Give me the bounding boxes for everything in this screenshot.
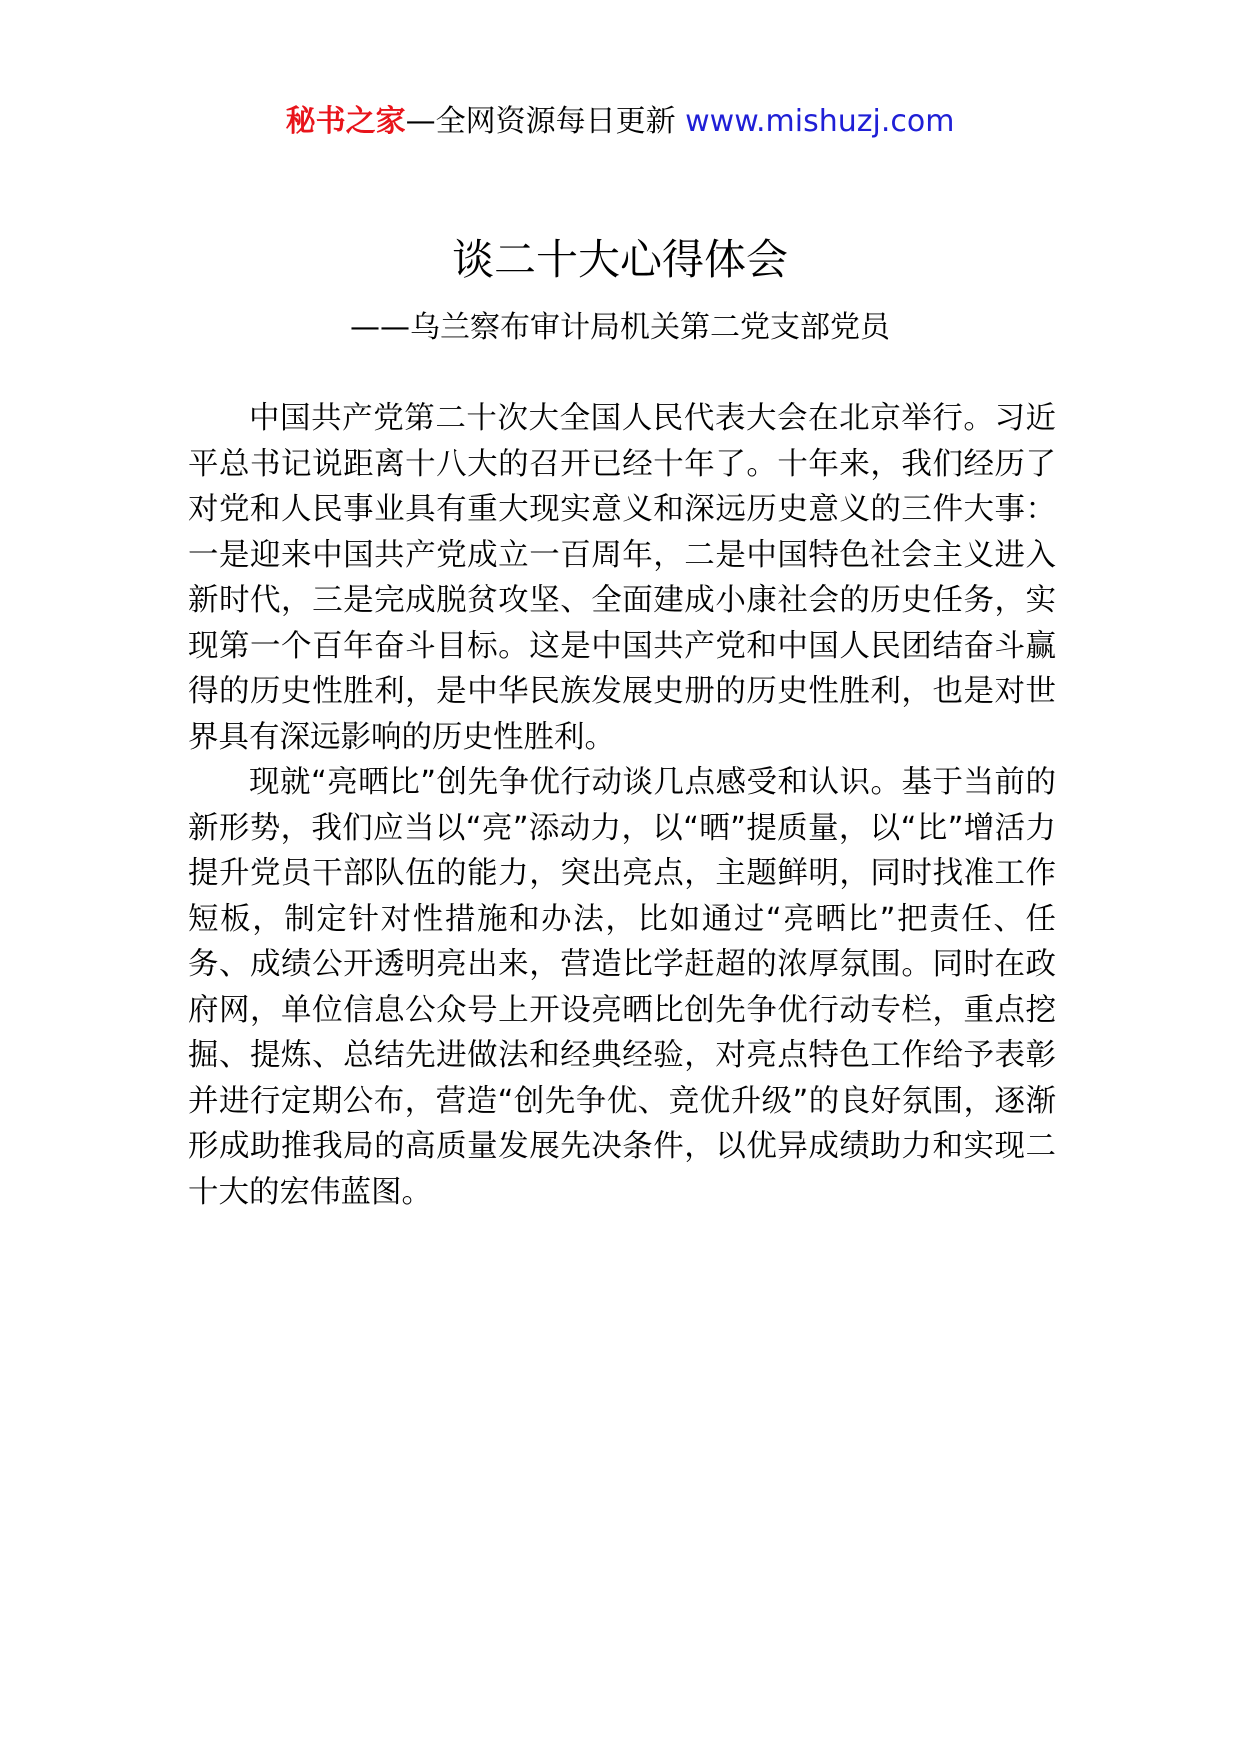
site-brand-name: 秘书之家 (285, 104, 406, 139)
document-title: 谈二十大心得体会 (451, 235, 788, 284)
body-paragraph: 现就“亮晒比”创先争优行动谈几点感受和认识。基于当前的新形势，我们应当以“亮”添动力，以“晒”提质量，以“比”增活力提升党员干部队伍的能力，突出亮点，主题鲜明，同时找准工作短板，制定针对性措施和办法，比如通过“亮晒比”把责任、任务、成绩公开透明亮出来，营造比学赶超的浓厚氛围。同时在政府网，单位信息公众号上开设亮晒比创先争优行动专栏，重点挖掘、提炼、总结先进做法和经典经验，对亮点特色工作给予表彰并进行定期公布，营造“创先争优、竞优升级”的良好氛围，逐渐形成助推我局的高质量发展先决条件，以优异成绩助力和实现二十大的宏伟蓝图。 (188, 765, 1056, 1210)
site-banner (0, 102, 1240, 142)
site-tagline: —全网资源每日更新 (405, 104, 686, 139)
body-paragraph: 中国共产党第二十次大全国人民代表大会在北京举行。习近平总书记说距离十八大的召开已经十年了。十年来，我们经历了对党和人民事业具有重大现实意义和深远历史意义的三件大事：一是迎来中国共产党成立一百周年，二是中国特色社会主义进入新时代，三是完成脱贫攻坚、全面建成小康社会的历史任务，实现第一个百年奋斗目标。这是中国共产党和中国人民团结奋斗赢得的历史性胜利，是中华民族发展史册的历史性胜利，也是对世界具有深远影响的历史性胜利。 (188, 401, 1056, 755)
document-subtitle: ——乌兰察布审计局机关第二党支部党员 (350, 310, 890, 345)
document-body (188, 396, 1056, 1215)
site-url-link[interactable]: www.mishuzj.com (685, 104, 955, 139)
